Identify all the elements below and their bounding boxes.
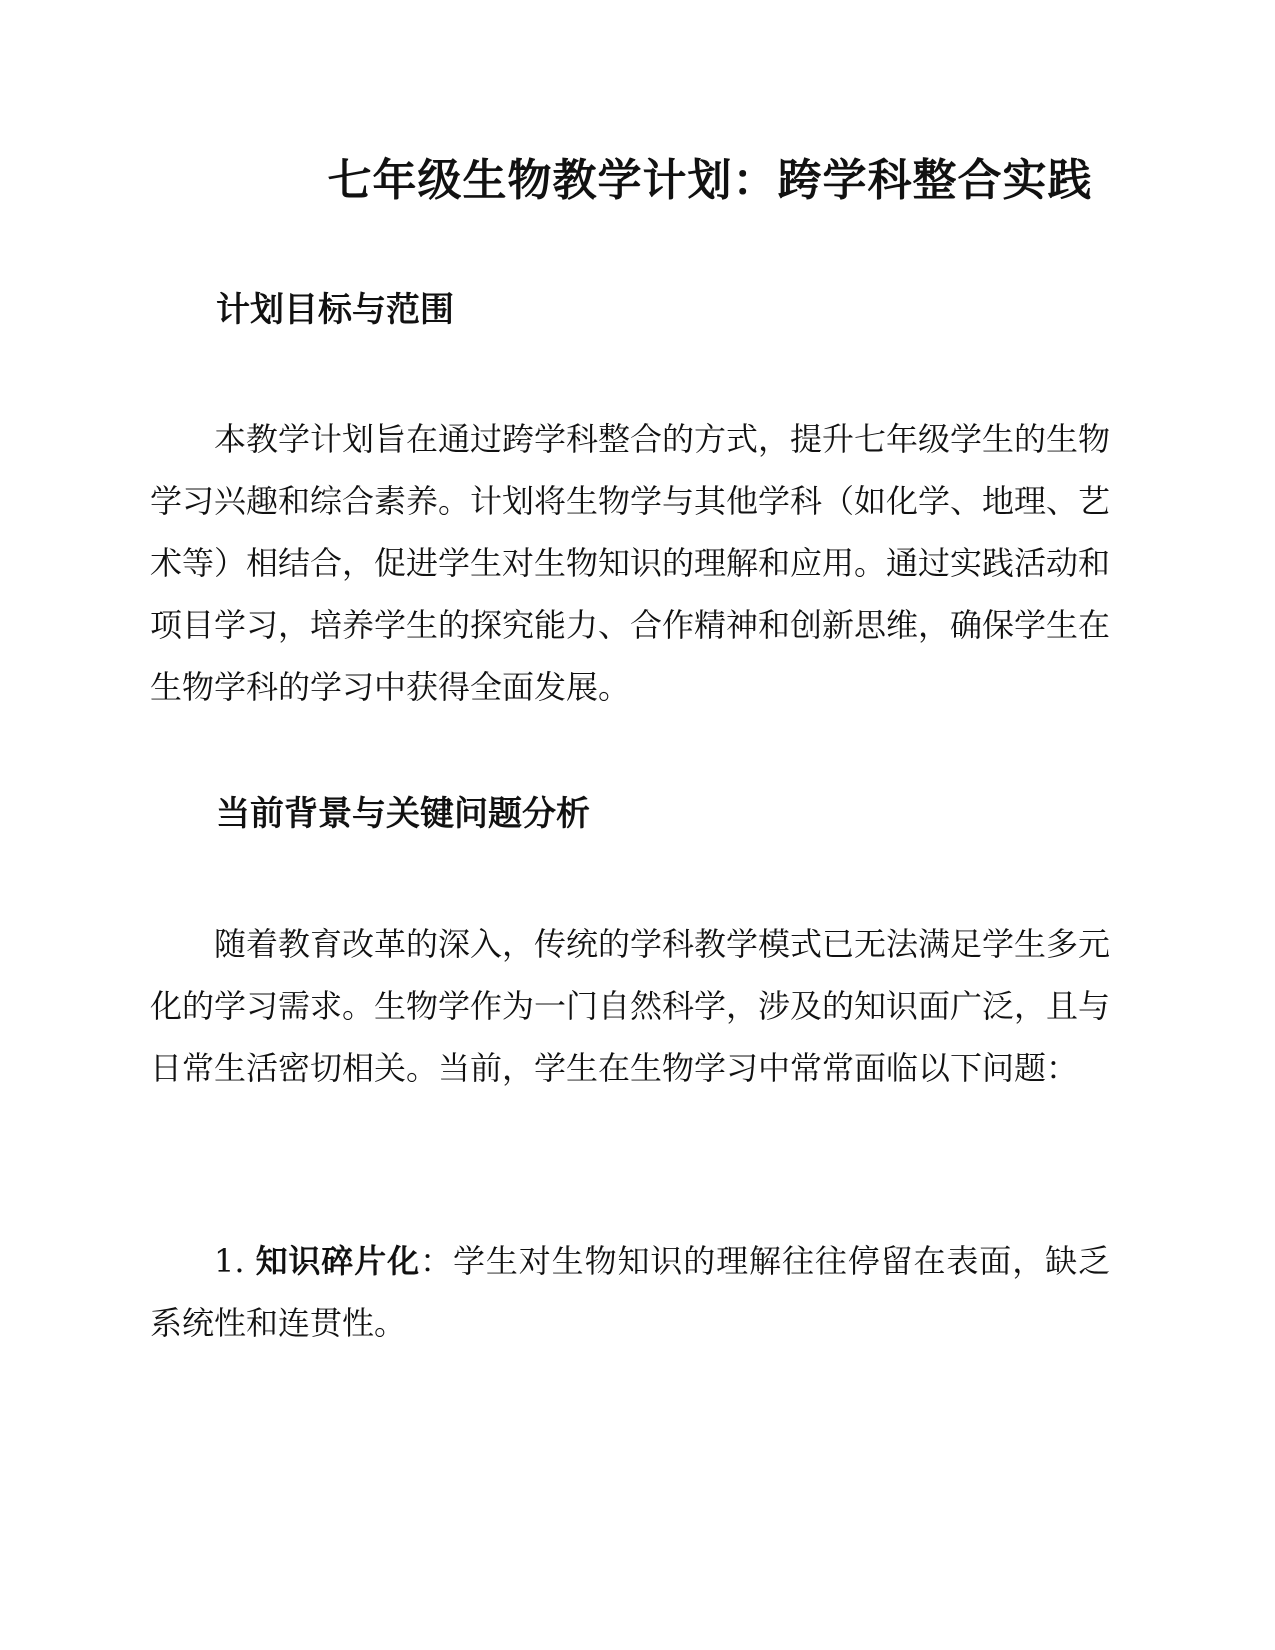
document-title: 七年级生物教学计划：跨学科整合实践 xyxy=(327,155,1093,206)
list-item-separator: ： xyxy=(420,1242,453,1280)
section-heading-background: 当前背景与关键问题分析 xyxy=(216,794,590,834)
list-item-number: 1. xyxy=(214,1242,256,1280)
section-paragraph-goals: 本教学计划旨在通过跨学科整合的方式，提升七年级学生的生物学习兴趣和综合素养。计划将生物学与其他学科（如化学、地理、艺术等）相结合，促进学生对生物知识的理解和应用。通过实践活动和项目学习，培养学生的探究能力、合作精神和创新思维，确保学生在生物学科的学习中获得全面发展。 xyxy=(150,420,1111,706)
section-heading-goals: 计划目标与范围 xyxy=(216,290,454,330)
section-paragraph-background: 随着教育改革的深入，传统的学科教学模式已无法满足学生多元化的学习需求。生物学作为一门自然科学，涉及的知识面广泛，且与日常生活密切相关。当前，学生在生物学习中常常面临以下问题： xyxy=(150,925,1111,1087)
list-item-text: 学生对生物知识的理解往往停留在表面，缺乏系统性和连贯性。 xyxy=(150,1242,1110,1342)
list-item xyxy=(150,1230,1110,1354)
list-item-term: 知识碎片化 xyxy=(255,1242,421,1280)
